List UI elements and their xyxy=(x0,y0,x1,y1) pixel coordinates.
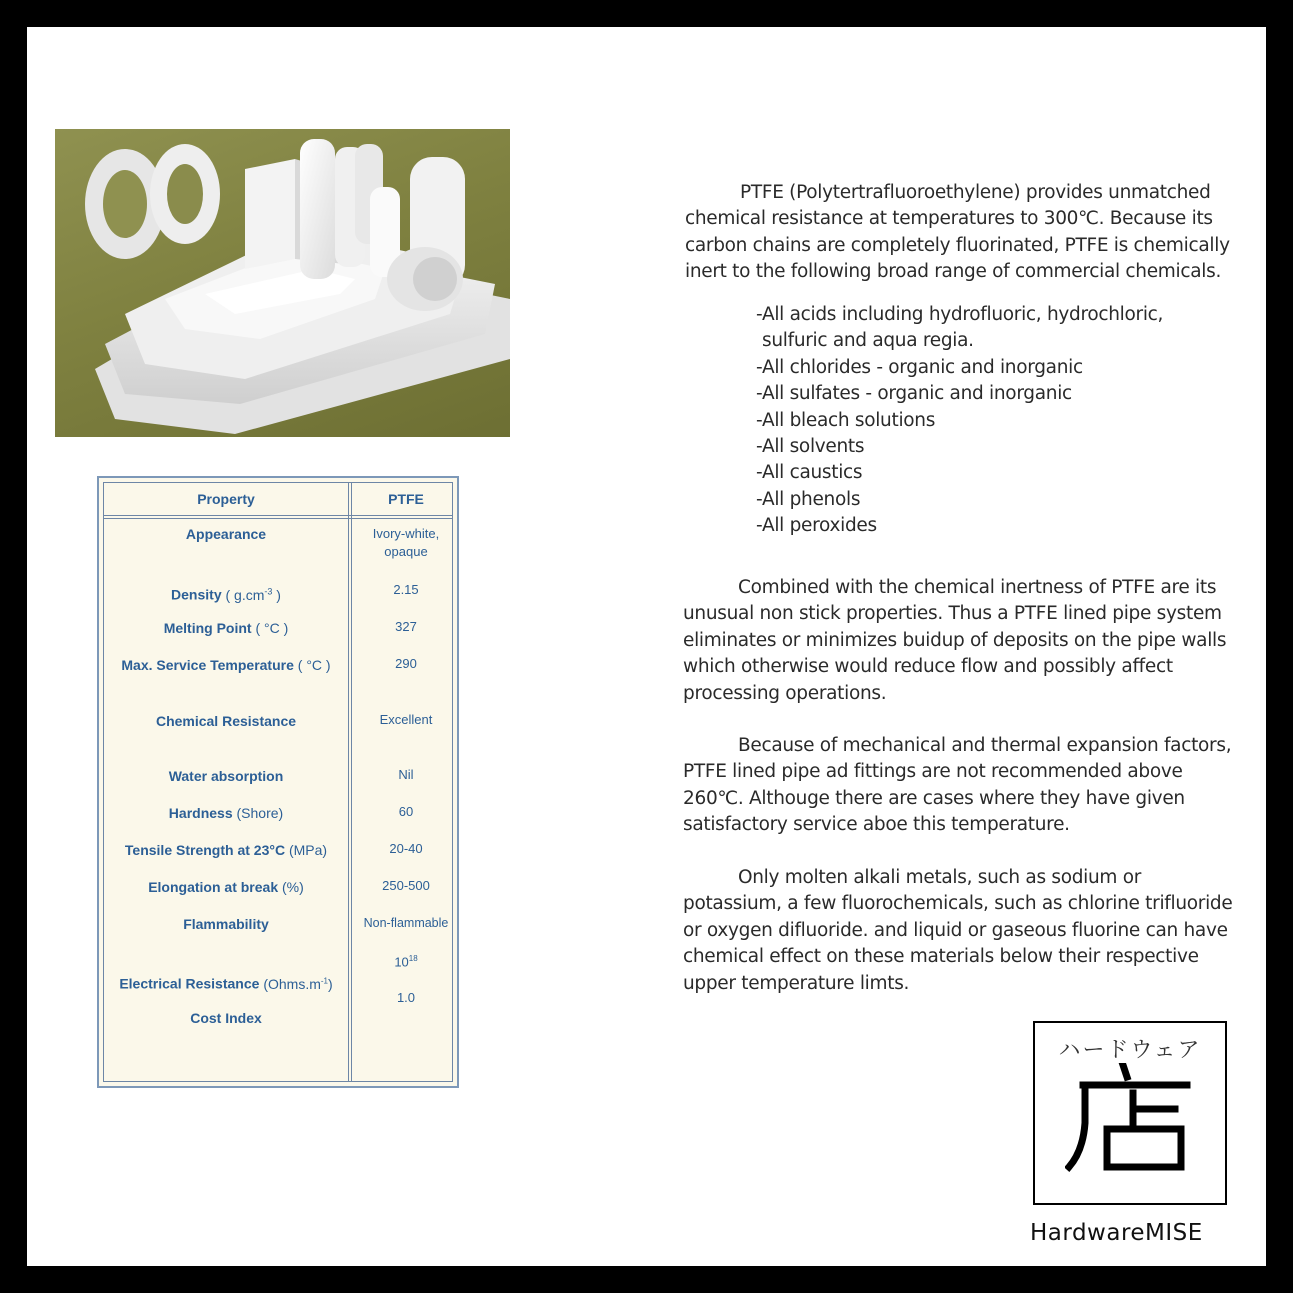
row-chemical-resistance-value: Excellent xyxy=(379,712,433,727)
list-item: -All sulfates - organic and inorganic xyxy=(756,383,1072,405)
temperature-paragraph: Because of mechanical and thermal expansion factors, PTFE lined pipe ad fittings are not recommended above 260℃. Althouge there are cases where they have given satisfactory service aboe this temperature. xyxy=(683,735,1232,836)
row-melting-point-value: 327 xyxy=(395,619,417,634)
row-elongation-label: Elongation at break (%) xyxy=(148,879,304,895)
row-density-value: 2.15 xyxy=(393,582,419,597)
row-cost-index-value: 1.0 xyxy=(396,990,416,1005)
density-unit: ( $g.cm^{-3}$ ) xyxy=(225,586,281,603)
list-item: -All bleach solutions xyxy=(756,409,936,431)
exceptions-paragraph: Only molten alkali metals, such as sodium or potassium, a few fluorochemicals, such as chlorine trifluoride or oxygen difluoride. and liquid or gaseous fluorine can have chemical effect on these materials below their respective upper temperature limts. xyxy=(683,867,1233,994)
row-hardness-label: Hardness (Shore) xyxy=(168,805,284,821)
nonstick-paragraph: Combined with the chemical inertness of PTFE are its unusual non stick properties. Thus a PTFE lined pipe system eliminates or minimizes buidup of deposits on the pipe walls which otherwise would reduce flow and possibly affect processing operations. xyxy=(683,577,1227,704)
ptfe-properties-table xyxy=(97,476,459,1088)
chemical-list-block xyxy=(756,302,1226,540)
intro-paragraph-block xyxy=(685,180,1245,286)
row-melting-point-label: Melting Point ( °C ) xyxy=(163,620,289,636)
row-water-absorption-label: Water absorption xyxy=(168,768,284,784)
list-item: -All acids including hydrofluoric, hydrochloric, sulfuric and aqua regia. xyxy=(756,304,1164,352)
logo-kana-text: ハードウェア xyxy=(1058,1038,1202,1063)
row-flammability-label: Flammability xyxy=(183,916,269,932)
exceptions-paragraph-block xyxy=(683,865,1243,997)
header-divider xyxy=(104,515,452,519)
intro-paragraph: PTFE (Polytertrafluoroethylene) provides unmatched chemical resistance at temperatures to 300℃. Because its carbon chains are completely fluorinated, PTFE is chemically inert to the following broad range of commercial chemicals. xyxy=(685,182,1230,283)
list-item: -All peroxides xyxy=(756,515,877,537)
list-item: -All chlorides - organic and inorganic xyxy=(756,356,1083,378)
brand-name: HardwareMISE xyxy=(1030,1220,1203,1246)
hardwaremise-logo xyxy=(1033,1021,1227,1205)
list-item: -All phenols xyxy=(756,488,861,510)
row-cost-index-label: Cost Index xyxy=(190,1010,262,1026)
header-property: Property xyxy=(197,491,255,507)
row-electrical-resistance-label: Electrical Resistance $(Ohms.m^{-1})$ xyxy=(119,975,333,992)
row-max-service-temp-label: Max. Service Temperature ( °C ) xyxy=(121,657,331,673)
header-ptfe: PTFE xyxy=(388,491,424,507)
row-density-label: Density ( $g.cm^{-3}$ ) xyxy=(171,586,281,603)
row-appearance-label: Appearance xyxy=(185,526,267,542)
page-frame xyxy=(27,27,1266,1266)
row-electrical-resistance-value: $10^{18}$ xyxy=(394,954,418,970)
list-item: -All solvents xyxy=(756,436,865,458)
temperature-paragraph-block xyxy=(683,733,1243,839)
list-item: -All caustics xyxy=(756,462,863,484)
row-tensile-strength-label: Tensile Strength at 23°C (MPa) xyxy=(124,842,328,858)
row-tensile-strength-value: 20-40 xyxy=(389,841,423,856)
row-appearance-value: Ivory-white, opaque xyxy=(372,526,440,559)
row-chemical-resistance-label: Chemical Resistance xyxy=(155,713,297,729)
logo-kanji-glyph xyxy=(1065,1063,1195,1173)
ptfe-products-photo xyxy=(55,129,510,437)
row-flammability-value: Non-flammable xyxy=(363,916,449,930)
nonstick-paragraph-block xyxy=(683,575,1228,707)
row-hardness-value: 60 xyxy=(398,804,414,819)
row-elongation-value: 250-500 xyxy=(382,878,430,893)
electrical-resistance-unit: $(Ohms.m^{-1})$ xyxy=(263,975,333,992)
chemical-list xyxy=(756,302,1226,540)
row-water-absorption-value: Nil xyxy=(398,767,414,782)
row-max-service-temp-value: 290 xyxy=(395,656,417,671)
table-grid xyxy=(103,482,453,1082)
